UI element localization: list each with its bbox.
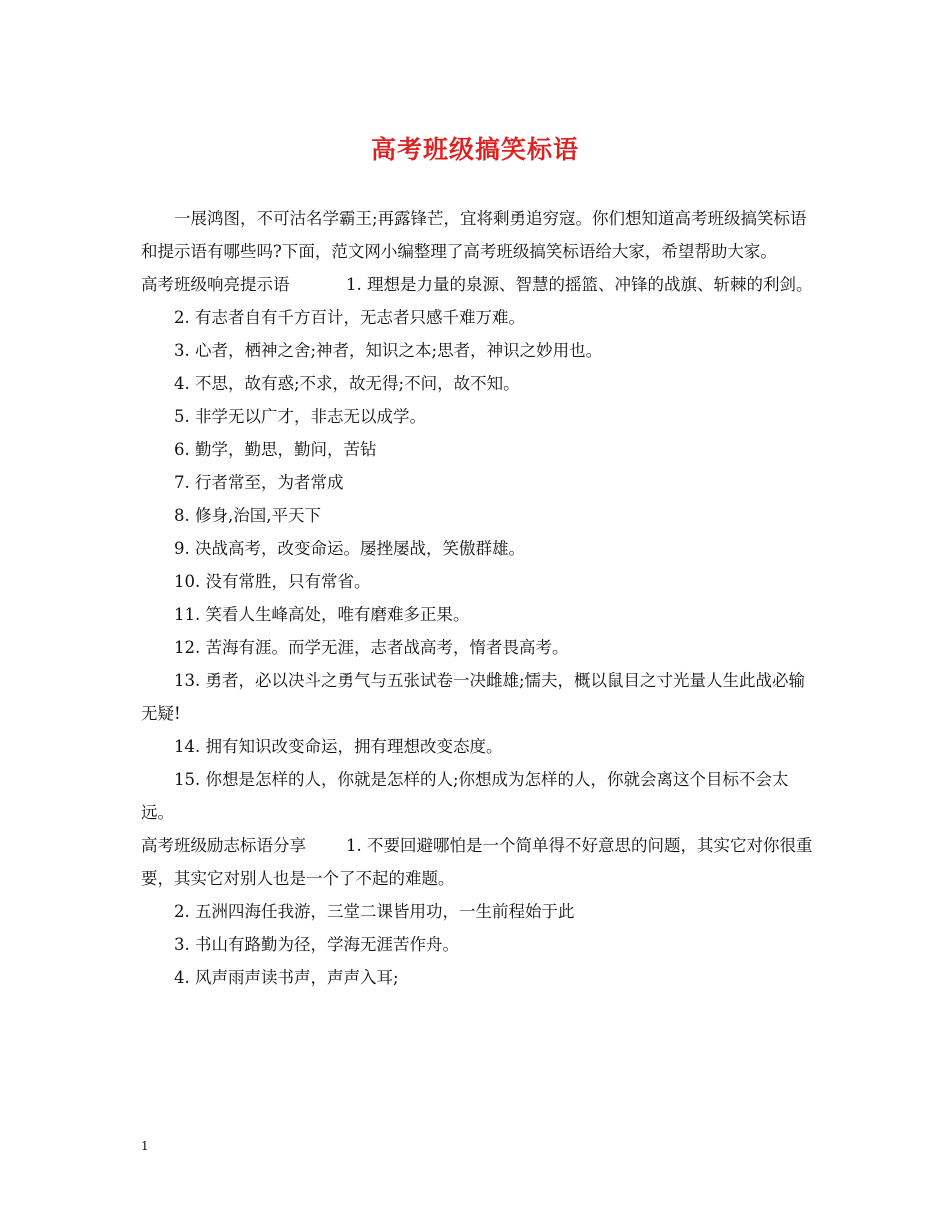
section2-item-2: 2. 五洲四海任我游，三堂二课皆用功，一生前程始于此: [174, 902, 575, 921]
intro-paragraph: 一展鸿图，不可沽名学霸王;再露锋芒，宜将剩勇追穷寇。你们想知道高考班级搞笑标语和提示语有哪些吗?下面，范文网小编整理了高考班级搞笑标语给大家，希望帮助大家。: [141, 209, 807, 261]
section1-item-3: 3. 心者，栖神之舍;神者，知识之本;思者，神识之妙用也。: [174, 341, 603, 360]
section1-item-1: 1. 理想是力量的泉源、智慧的摇篮、冲锋的战旗、斩棘的利剑。: [346, 275, 813, 294]
section2-item-4: 4. 风声雨声读书声，声声入耳;: [174, 968, 399, 987]
document-title: 高考班级搞笑标语: [370, 135, 579, 164]
section2-item-1: 1. 不要回避哪怕是一个简单得不好意思的问题，其实它对你很重要，其实它对别人也是一个了不起的难题。: [141, 836, 813, 888]
section1-item-5: 5. 非学无以广才，非志无以成学。: [174, 407, 426, 426]
section1-item-4: 4. 不思，故有惑;不求，故无得;不问，故不知。: [174, 374, 520, 393]
section1-item-7: 7. 行者常至，为者常成: [174, 473, 344, 492]
section1-item-11: 11. 笑看人生峰高处，唯有磨难多正果。: [174, 605, 470, 624]
section1-item-6: 6. 勤学，勤思，勤问，苦钻: [174, 440, 377, 459]
section1-heading: 高考班级响亮提示语: [141, 275, 290, 294]
section2-item-3: 3. 书山有路勤为径，学海无涯苦作舟。: [174, 935, 459, 954]
section1-item-14: 14. 拥有知识改变命运，拥有理想改变态度。: [174, 737, 503, 756]
section1-item-8: 8. 修身,治国,平天下: [174, 506, 321, 525]
page-number: 1: [141, 1139, 149, 1153]
section1-item-15: 15. 你想是怎样的人，你就是怎样的人;你想成为怎样的人，你就会离这个目标不会太远。: [141, 770, 789, 822]
document-body: [141, 202, 813, 994]
section2-heading: 高考班级励志标语分享: [141, 836, 306, 855]
section2-first-line: [141, 829, 813, 895]
section1-item-9: 9. 决战高考，改变命运。屡挫屡战，笑傲群雄。: [174, 539, 525, 558]
section1-item-12: 12. 苦海有涯。而学无涯，志者战高考，惰者畏高考。: [174, 638, 569, 657]
section1-item-13: 13. 勇者，必以决斗之勇气与五张试卷一决雌雄;懦夫，概以鼠目之寸光量人生此战必输无疑!: [141, 671, 806, 723]
section1-first-line: [141, 268, 813, 301]
section1-item-10: 10. 没有常胜，只有常省。: [174, 572, 371, 591]
section1-item-2: 2. 有志者自有千方百计，无志者只感千难万难。: [174, 308, 525, 327]
